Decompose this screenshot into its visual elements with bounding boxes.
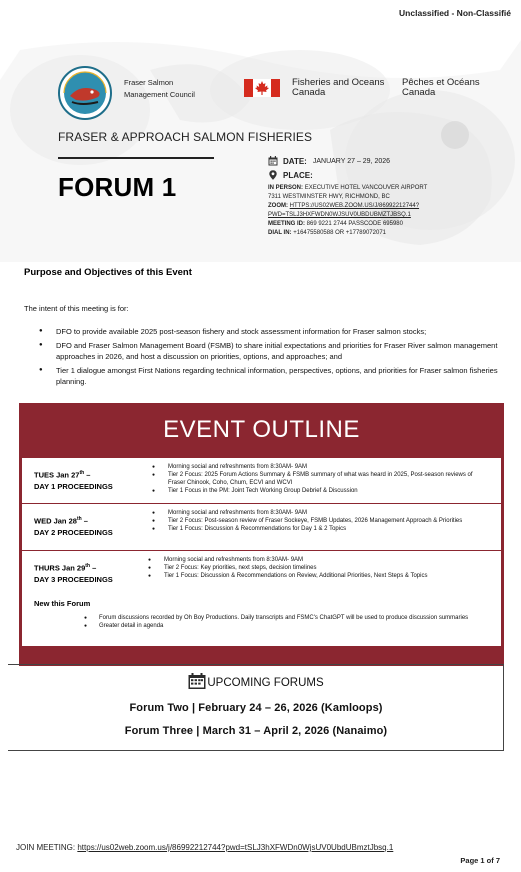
join-meeting bbox=[16, 843, 393, 852]
intent-text: The intent of this meeting is for: bbox=[24, 304, 129, 313]
fsmc-name: Fraser Salmon Management Council bbox=[124, 78, 195, 99]
dial-in-value: +16475580588 OR +17789072071 bbox=[293, 230, 386, 236]
event-outline bbox=[19, 403, 504, 666]
page-number: Page 1 of 7 bbox=[460, 856, 500, 865]
in-person-label: IN PERSON: bbox=[268, 185, 304, 191]
list-item: ● Tier 1 Focus: Discussion & Recommendations for Day 1 & 2 Topics bbox=[150, 525, 490, 533]
join-meeting-label: JOIN MEETING: bbox=[16, 843, 78, 852]
day-1-items bbox=[150, 463, 490, 495]
day-2-row bbox=[22, 504, 501, 550]
event-info bbox=[268, 156, 508, 238]
canada-flag-icon bbox=[244, 79, 280, 97]
date-row bbox=[268, 156, 508, 166]
date-value: JANUARY 27 – 29, 2026 bbox=[312, 157, 391, 165]
new-this-forum bbox=[22, 594, 501, 646]
new-this-forum-items bbox=[84, 614, 484, 630]
fsmc-logo-icon bbox=[58, 66, 112, 120]
place-row bbox=[268, 170, 508, 180]
new-this-forum-heading: New this Forum bbox=[34, 599, 91, 608]
location-pin-icon bbox=[268, 170, 278, 180]
day-2-items bbox=[150, 509, 490, 533]
zoom-link-continued[interactable]: PWD=TSLJ3HXFWDN0WJSUV0UBDUBMZTJBSQ.1 bbox=[268, 212, 411, 218]
list-item: ● Morning social and refreshments from 8:30AM- 9AM bbox=[150, 463, 490, 471]
zoom-link[interactable]: HTTPS://US02WEB.ZOOM.US/J/86992212744? bbox=[289, 203, 420, 209]
forum-three-line: Forum Three | March 31 – April 2, 2026 (Nanaimo) bbox=[124, 725, 388, 737]
meeting-id-label: MEETING ID: bbox=[268, 221, 305, 227]
dial-in-label: DIAL IN: bbox=[268, 230, 292, 236]
day-2-label: WED Jan 28th – DAY 2 PROCEEDINGS bbox=[34, 516, 113, 537]
list-item: ● Forum discussions recorded by Oh Boy Productions. Daily transcripts and FSMC's ChatGPT will be used to produce discussion summaries bbox=[84, 614, 484, 622]
list-item: ● Tier 2 Focus: Key priorities, next steps, decision timelines bbox=[146, 564, 486, 572]
list-item: ● Tier 2 Focus: 2025 Forum Actions Summary & FSMB summary of what was heard in 2025, Post-season reviews of Fraser Chinook, Coho, Chum, ECVI and WCVI bbox=[150, 471, 490, 487]
forum-two-line: Forum Two | February 24 – 26, 2026 (Kamloops) bbox=[129, 702, 383, 714]
list-item: ● Tier 1 dialogue amongst First Nations regarding technical information, perspectives, options, and priorities for Fraser salmon fisheries planning. bbox=[24, 365, 504, 387]
upcoming-forums-heading: UPCOMING FORUMS bbox=[8, 673, 504, 689]
day-3-row bbox=[22, 551, 501, 594]
forum-title: FORUM 1 bbox=[58, 172, 177, 202]
calendar-icon bbox=[188, 673, 206, 689]
list-item: ● Tier 1 Focus in the PM: Joint Tech Working Group Debrief & Discussion bbox=[150, 487, 490, 495]
list-item: ● Morning social and refreshments from 8:30AM- 9AM bbox=[150, 509, 490, 517]
list-item: ● Morning social and refreshments from 8:30AM- 9AM bbox=[146, 556, 486, 564]
day-1-row bbox=[22, 458, 501, 503]
address: 7311 WESTMINSTER HWY, RICHMOND, BC bbox=[268, 194, 390, 200]
title-divider bbox=[58, 157, 214, 159]
date-label: DATE: bbox=[283, 156, 307, 166]
zoom-label: ZOOM: bbox=[268, 203, 288, 209]
classification-label: Unclassified - Non-Classifié bbox=[399, 8, 511, 18]
list-item: ● DFO and Fraser Salmon Management Board (FSMB) to share initial expectations and priorities for Fraser River salmon management approaches in 2026, and host a discussion on priorities, options, and approaches; and bbox=[24, 340, 504, 362]
list-item: ● DFO to provide available 2025 post-season fishery and stock assessment information for Fraser salmon stocks; bbox=[24, 326, 504, 337]
in-person-value: EXECUTIVE HOTEL VANCOUVER AIRPORT bbox=[304, 185, 428, 191]
calendar-icon bbox=[268, 156, 278, 166]
place-label: PLACE: bbox=[283, 170, 313, 180]
list-item: ● Tier 2 Focus: Post-season review of Fraser Sockeye, FSMB Updates, 2026 Management Approach & Priorities bbox=[150, 517, 490, 525]
dfo-name-english: Fisheries and Oceans Canada bbox=[292, 77, 385, 98]
day-3-items bbox=[146, 556, 486, 580]
purpose-list bbox=[24, 326, 504, 390]
series-title: FRASER & APPROACH SALMON FISHERIES bbox=[58, 130, 313, 144]
join-meeting-link[interactable]: https://us02web.zoom.us/j/86992212744?pwd=tSLJ3hXFWDn0WjsUV0UbdUBmztJbsq.1 bbox=[77, 843, 394, 852]
list-item: ● Tier 1 Focus: Discussion & Recommendations on Review, Additional Priorities, Next Steps & Topics bbox=[146, 572, 486, 580]
event-outline-title: EVENT OUTLINE bbox=[163, 416, 360, 443]
day-3-label: THURS Jan 29th – DAY 3 PROCEEDINGS bbox=[34, 563, 113, 584]
list-item: ● Greater detail in agenda bbox=[84, 622, 484, 630]
dfo-name-french: Pêches et Océans Canada bbox=[402, 77, 480, 98]
day-1-label: TUES Jan 27th – DAY 1 PROCEEDINGS bbox=[34, 470, 113, 491]
place-details bbox=[268, 184, 508, 238]
meeting-id-value: 869 9221 2744 PASSCODE 695980 bbox=[306, 221, 403, 227]
purpose-heading: Purpose and Objectives of this Event bbox=[24, 267, 192, 278]
upcoming-forums bbox=[8, 665, 504, 751]
